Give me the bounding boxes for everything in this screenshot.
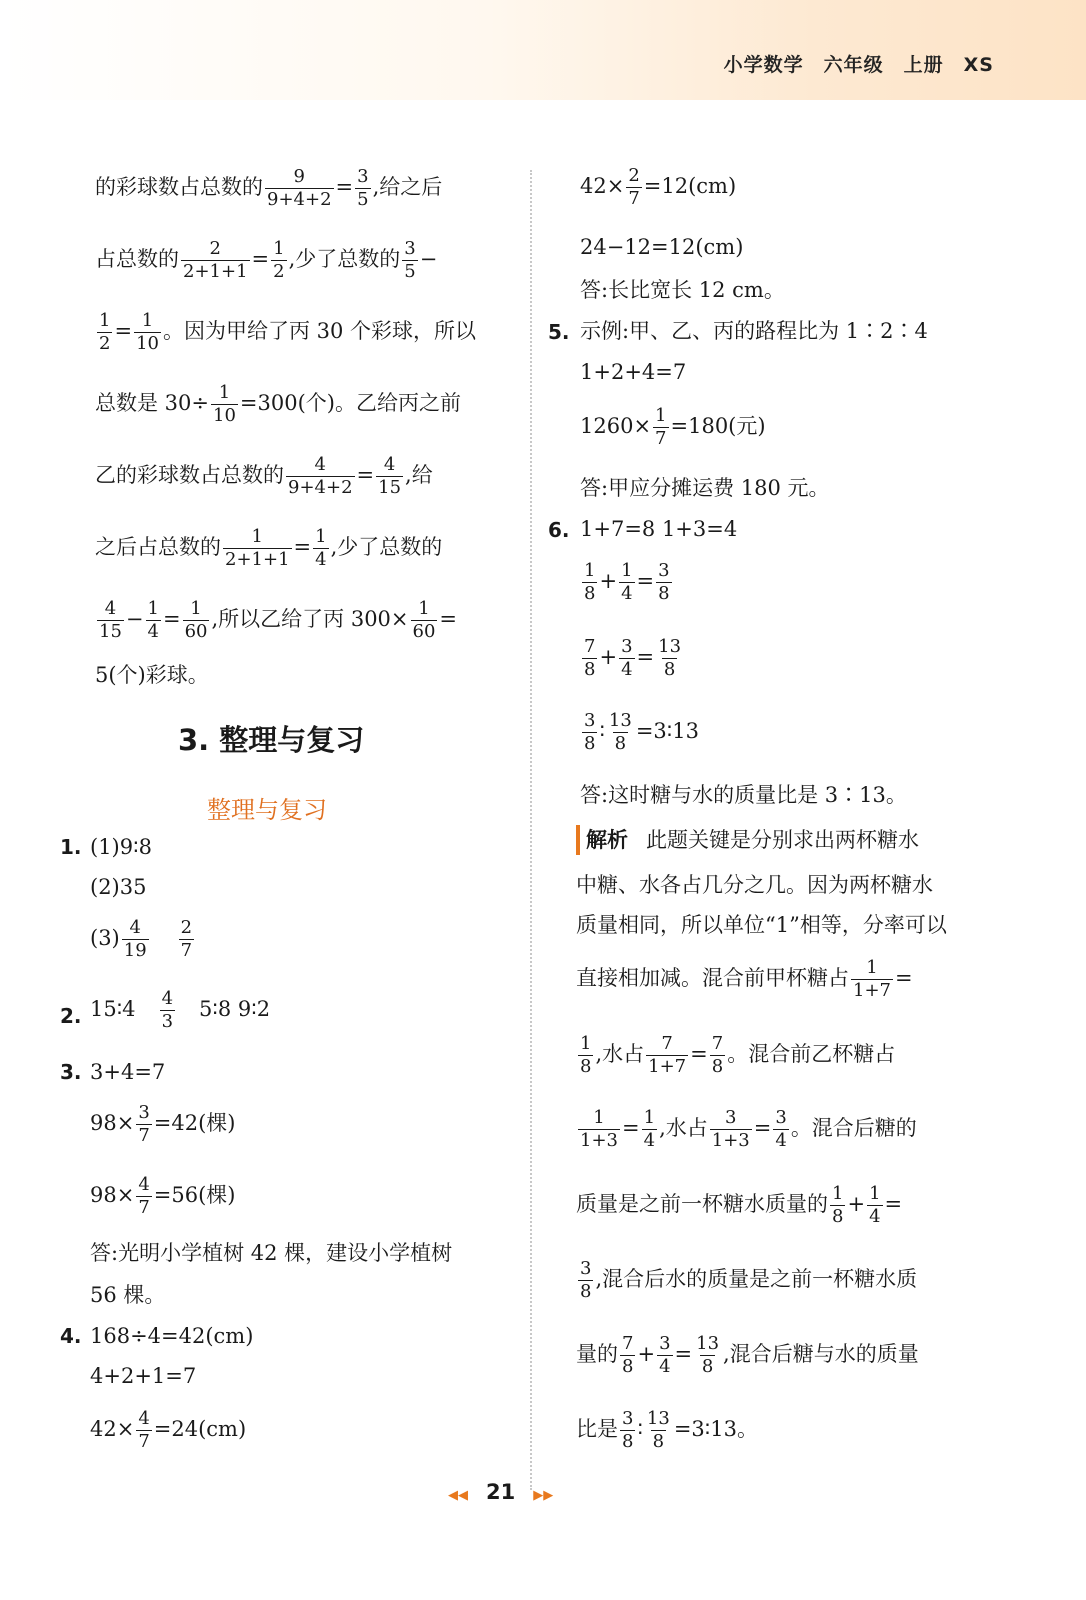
numerator: 3 [622, 1408, 634, 1429]
numerator: 3 [584, 710, 596, 731]
answer-line: 4+2+1=7 [90, 1364, 197, 1388]
numerator: 4 [314, 454, 326, 475]
denominator: 4 [659, 1356, 671, 1377]
numerator: 1 [418, 598, 430, 619]
denominator: 15 [378, 477, 402, 498]
text-line [95, 166, 442, 211]
fraction [645, 1408, 672, 1453]
text: = [439, 607, 458, 631]
text-line [95, 454, 433, 499]
fraction [179, 917, 194, 962]
text: ,少了总数的 [288, 247, 401, 271]
denominator: 3 [161, 1011, 174, 1032]
text: 质量是之前一杯糖水质量的 [576, 1192, 828, 1216]
analysis-line [576, 1258, 917, 1303]
denominator: 10 [136, 333, 159, 354]
numerator: 1 [141, 310, 154, 331]
denominator: 8 [622, 1431, 634, 1452]
analysis-line [576, 1033, 895, 1078]
numerator: 13 [696, 1333, 720, 1354]
text: ,给 [405, 463, 433, 487]
text: = [895, 966, 913, 990]
text: ,混合后水的质量是之前一杯糖水质 [595, 1267, 918, 1291]
fraction [97, 310, 112, 355]
fraction [136, 1174, 151, 1219]
numerator: 7 [584, 636, 596, 657]
fraction [402, 238, 417, 283]
text-line [95, 526, 442, 571]
fraction [265, 166, 334, 211]
numerator: 1 [866, 957, 878, 978]
numerator: 13 [658, 636, 682, 657]
text: = [753, 1116, 772, 1140]
answer-line: 3+4=7 [90, 1060, 166, 1084]
question-number: 1. [60, 835, 82, 859]
denominator: 8 [580, 1281, 592, 1302]
text: 1260× [580, 414, 652, 438]
fraction [656, 560, 671, 605]
text-line [95, 598, 457, 643]
analysis-line [576, 1333, 919, 1378]
text: 98× [90, 1183, 135, 1207]
answer-line [90, 917, 196, 962]
text: ,少了总数的 [330, 535, 443, 559]
numerator: 1 [99, 310, 111, 331]
fraction [710, 1107, 752, 1152]
answer-line [90, 1408, 246, 1453]
denominator: 1+3 [711, 1130, 750, 1151]
denominator: 15 [99, 621, 122, 642]
denominator: 8 [711, 1056, 724, 1077]
text: = [674, 1342, 693, 1366]
header-grade: 六年级 [823, 54, 884, 76]
fraction [642, 1107, 657, 1152]
text: =24(cm) [153, 1417, 247, 1441]
numerator: 1 [147, 598, 159, 619]
text: = [636, 645, 655, 669]
fraction [160, 988, 175, 1033]
text: − [419, 247, 438, 271]
fraction [620, 1408, 635, 1453]
fraction [211, 382, 238, 427]
denominator: 8 [701, 1356, 714, 1377]
text: 98× [90, 1111, 135, 1135]
numerator: 3 [621, 636, 633, 657]
denominator: 8 [584, 583, 596, 604]
fraction [851, 957, 893, 1002]
answer-line: 答:甲应分摊运费 180 元。 [580, 476, 830, 500]
denominator: 8 [584, 733, 596, 754]
text: =180(元) [670, 414, 766, 438]
denominator: 7 [138, 1125, 150, 1146]
answer-line: 示例:甲、乙、丙的路程比为 1∶2∶4 [580, 319, 928, 343]
text: 。因为甲给了丙 30 个彩球，所以 [162, 319, 477, 343]
fraction [271, 238, 286, 283]
text: ∶ [599, 719, 605, 743]
denominator: 2 [273, 261, 285, 282]
answer-line: 1+7=8 1+3=4 [580, 517, 738, 541]
answer-line: (2)35 [90, 875, 147, 899]
analysis-label: 解析 [576, 825, 628, 855]
denominator: 8 [584, 659, 596, 680]
question-number: 3. [60, 1060, 82, 1084]
numerator: 1 [593, 1107, 605, 1128]
prev-page-icon[interactable]: ◀◀ [448, 1488, 468, 1503]
text: ∶ [637, 1417, 643, 1441]
numerator: 1 [621, 560, 633, 581]
denominator: 60 [184, 621, 208, 642]
answer-line: 24−12=12(cm) [580, 235, 744, 259]
fraction [313, 526, 328, 571]
numerator: 4 [129, 917, 141, 938]
page-footer [448, 1480, 553, 1504]
text: 5∶8 9∶2 [199, 997, 271, 1021]
text: + [599, 569, 618, 593]
denominator: 9+4+2 [288, 477, 353, 498]
text: 比是 [576, 1417, 618, 1441]
text: ,所以乙给了丙 300× [211, 607, 409, 631]
fraction [146, 598, 161, 643]
numerator: 3 [725, 1107, 737, 1128]
denominator: 19 [123, 940, 147, 961]
question-number: 5. [548, 320, 570, 344]
numerator: 3 [138, 1102, 150, 1123]
numerator: 4 [138, 1174, 150, 1195]
fraction [136, 1102, 151, 1147]
fraction [183, 598, 210, 643]
analysis-line [576, 825, 919, 855]
fraction [656, 636, 683, 681]
answer-line: 答:长比宽长 12 cm。 [580, 278, 785, 302]
fraction [582, 710, 597, 755]
text: =56(棵) [153, 1183, 236, 1207]
denominator: 10 [213, 405, 236, 426]
text-line [95, 238, 437, 283]
numerator: 1 [869, 1183, 881, 1204]
text: 15∶4 [90, 997, 136, 1021]
fraction [376, 454, 403, 499]
denominator: 2+1+1 [183, 261, 248, 282]
denominator: 8 [832, 1206, 844, 1227]
denominator: 4 [621, 659, 633, 680]
numerator: 3 [580, 1258, 592, 1279]
fraction [286, 454, 355, 499]
text: ,给之后 [372, 175, 443, 199]
numerator: 4 [138, 1408, 150, 1429]
numerator: 3 [775, 1107, 787, 1128]
next-page-icon[interactable]: ▶▶ [533, 1488, 554, 1503]
text: =300(个)。乙给丙之前 [239, 391, 461, 415]
column-divider [530, 170, 532, 1490]
denominator: 4 [643, 1130, 656, 1151]
denominator: 7 [138, 1197, 150, 1218]
denominator: 8 [663, 659, 676, 680]
fraction [122, 917, 149, 962]
text: = [636, 569, 655, 593]
numerator: 13 [646, 1408, 670, 1429]
text: = [293, 535, 312, 559]
analysis-line [576, 1183, 902, 1228]
text: 之后占总数的 [95, 535, 221, 559]
text: =42(棵) [153, 1111, 236, 1135]
numerator: 4 [104, 598, 117, 619]
numerator: 7 [711, 1033, 724, 1054]
fraction [181, 238, 250, 283]
text: = [335, 175, 354, 199]
answer-line [580, 405, 766, 450]
answer-line [580, 165, 736, 210]
fraction [578, 1033, 593, 1078]
question-number: 2. [60, 1004, 82, 1028]
analysis-line: 质量相同，所以单位“1”相等，分率可以 [576, 913, 947, 937]
text-line [95, 382, 461, 427]
numerator: 2 [180, 917, 193, 938]
numerator: 1 [643, 1107, 656, 1128]
text: + [637, 1342, 656, 1366]
denominator: 7 [138, 1431, 150, 1452]
numerator: 1 [315, 526, 327, 547]
text: = [884, 1192, 903, 1216]
text-line [95, 310, 476, 355]
text: (3) [90, 926, 120, 950]
fraction [653, 405, 668, 450]
fraction [578, 1107, 620, 1152]
fraction [411, 598, 438, 643]
text: = [690, 1042, 708, 1066]
fraction [620, 1333, 635, 1378]
text: 量的 [576, 1342, 618, 1366]
fraction [646, 1033, 688, 1078]
numerator: 4 [161, 988, 174, 1009]
denominator: 4 [147, 621, 159, 642]
fraction [710, 1033, 725, 1078]
numerator: 1 [832, 1183, 844, 1204]
text: 。混合后糖的 [790, 1116, 917, 1140]
numerator: 2 [209, 238, 221, 259]
numerator: 1 [251, 526, 263, 547]
header-edition: XS [963, 54, 994, 76]
denominator: 2 [99, 333, 111, 354]
numerator: 1 [655, 405, 667, 426]
text: 42× [580, 174, 625, 198]
denominator: 4 [315, 549, 327, 570]
text: 直接相加减。混合前甲杯糖占 [576, 966, 849, 990]
numerator: 3 [357, 166, 369, 187]
text: + [599, 645, 618, 669]
text: = [251, 247, 270, 271]
text: = [162, 607, 181, 631]
denominator: 7 [180, 940, 193, 961]
text: =3∶13 [635, 719, 699, 743]
text: ,水占 [659, 1116, 708, 1140]
denominator: 7 [655, 428, 667, 449]
fraction [136, 1408, 151, 1453]
denominator: 8 [622, 1356, 634, 1377]
numerator: 9 [293, 166, 305, 187]
text: 乙的彩球数占总数的 [95, 463, 284, 487]
numerator: 13 [608, 710, 632, 731]
text: 的彩球数占总数的 [95, 175, 263, 199]
question-number: 4. [60, 1324, 82, 1348]
answer-line: 168÷4=42(cm) [90, 1324, 254, 1348]
denominator: 4 [775, 1130, 787, 1151]
numerator: 1 [584, 560, 596, 581]
fraction [626, 165, 641, 210]
analysis-line [576, 957, 913, 1002]
text: 占总数的 [95, 247, 179, 271]
answer-line [90, 988, 270, 1033]
fraction [867, 1183, 882, 1228]
denominator: 1+7 [648, 1056, 687, 1077]
denominator: 4 [869, 1206, 881, 1227]
answer-line: 答:光明小学植树 42 棵，建设小学植树 [90, 1241, 453, 1265]
denominator: 8 [580, 1056, 592, 1077]
fraction [773, 1107, 788, 1152]
answer-line: 56 棵。 [90, 1283, 166, 1307]
answer-line: 答:这时糖与水的质量比是 3∶13。 [580, 783, 907, 807]
numerator: 3 [659, 1333, 671, 1354]
numerator: 3 [404, 238, 416, 259]
fraction [578, 1258, 593, 1303]
question-number: 6. [548, 518, 570, 542]
text: =12(cm) [643, 174, 737, 198]
header-volume: 上册 [903, 54, 944, 76]
text: + [847, 1192, 866, 1216]
fraction [619, 560, 634, 605]
numerator: 4 [383, 454, 396, 475]
numerator: 1 [580, 1033, 592, 1054]
fraction [607, 710, 634, 755]
answer-line [90, 1174, 235, 1219]
fraction [830, 1183, 845, 1228]
text: =3∶13。 [673, 1417, 758, 1441]
denominator: 1+3 [580, 1130, 618, 1151]
sub-title: 整理与复习 [207, 796, 327, 824]
numerator: 3 [658, 560, 670, 581]
analysis-line: 中糖、水各占几分之几。因为两杯糖水 [576, 873, 933, 897]
denominator: 2+1+1 [225, 549, 290, 570]
denominator: 8 [658, 583, 670, 604]
section-title: 3. 整理与复习 [178, 723, 365, 757]
text-line: 5(个)彩球。 [95, 663, 209, 687]
text: = [114, 319, 133, 343]
numerator: 7 [661, 1033, 673, 1054]
fraction [355, 166, 370, 211]
text: ,混合后糖与水的质量 [723, 1342, 919, 1366]
header-subject: 小学数学 [723, 54, 804, 76]
numerator: 1 [218, 382, 231, 403]
text: = [622, 1116, 640, 1140]
denominator: 8 [652, 1431, 665, 1452]
fraction [619, 636, 634, 681]
denominator: 5 [404, 261, 416, 282]
numerator: 7 [622, 1333, 634, 1354]
text: = [356, 463, 375, 487]
numerator: 2 [628, 165, 640, 186]
fraction [97, 598, 124, 643]
analysis-line [576, 1408, 758, 1453]
fraction [582, 560, 597, 605]
denominator: 5 [357, 189, 369, 210]
denominator: 60 [412, 621, 436, 642]
fraction [694, 1333, 721, 1378]
answer-line [90, 1102, 235, 1147]
fraction [134, 310, 161, 355]
text: ,水占 [595, 1042, 645, 1066]
analysis-line [576, 1107, 917, 1152]
page-number: 21 [486, 1480, 516, 1504]
answer-line: 1+2+4=7 [580, 360, 687, 384]
answer-line [580, 560, 674, 605]
text: 。混合前乙杯糖占 [727, 1042, 896, 1066]
denominator: 8 [614, 733, 627, 754]
text: 此题关键是分别求出两杯糖水 [646, 828, 919, 852]
answer-line [580, 710, 699, 755]
fraction [657, 1333, 672, 1378]
text: − [125, 607, 144, 631]
denominator: 7 [628, 188, 640, 209]
text: 总数是 30÷ [95, 391, 209, 415]
denominator: 1+7 [853, 980, 891, 1001]
running-header [704, 50, 994, 77]
denominator: 4 [621, 583, 633, 604]
denominator: 9+4+2 [267, 189, 332, 210]
fraction [223, 526, 292, 571]
fraction [582, 636, 597, 681]
answer-line: (1)9∶8 [90, 835, 152, 859]
numerator: 1 [190, 598, 202, 619]
numerator: 1 [273, 238, 285, 259]
answer-line [580, 636, 685, 681]
text: 42× [90, 1417, 135, 1441]
